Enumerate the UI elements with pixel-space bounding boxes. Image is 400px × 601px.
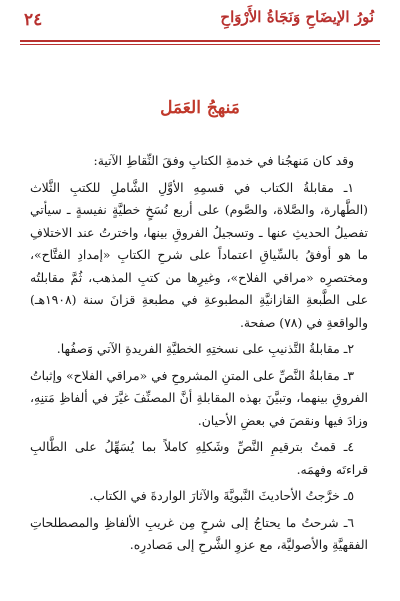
page-number: ٢٤ xyxy=(24,10,43,30)
header-rule-thin xyxy=(20,44,380,45)
running-title: نُورُ الإيضَاحِ وَنَجَاةُ الأَرْوَاحِ xyxy=(220,8,374,26)
method-item-4: ٤ـ قمتُ بترقيمِ النَّصِّ وشَكلِهِ كاملاً بما يُسَهِّلُ على الطَّالبِ قراءتَه وفهمَه. xyxy=(30,439,368,477)
method-item-5: ٥ـ خرَّجتُ الأحاديثَ النَّبويَّةَ والآثارَ الواردةَ في الكتاب. xyxy=(89,488,354,503)
intro-paragraph: وقد كان مَنهجُنا في خدمةِ الكتابِ وفقَ النِّقاطِ الآتية: xyxy=(93,153,354,168)
page-header xyxy=(22,6,378,42)
header-rule xyxy=(20,40,380,42)
section-title: مَنهجُ العَمَل xyxy=(160,98,240,118)
method-item-6: ٦ـ شرحتُ ما يحتاجُ إلى شرحٍ مِن غريبِ الألفاظِ والمصطلحاتِ الفقهيَّةِ والأصوليَّة، مع عزوِ الشَّرحِ إلى مَصادرِه. xyxy=(30,514,368,552)
method-item-2: ٢ـ مقابلةُ التَّذنيبِ على نسختِهِ الخطيَّةِ الفريدةِ الآتي وَصفُها. xyxy=(56,341,354,356)
method-item-3: ٣ـ مقابلةُ النَّصِّ على المتنِ المشروحِ في «مراقي الفلاح» وإثباتُ الفروقِ بينهما، وتبيَّنَ بهذه المقابلةِ أنَّ المصنِّفَ غيَّرَ في ألفاظِ مَتنِهِ، وزادَ فيها ونقصَ في بعضِ الأحيان. xyxy=(30,367,368,428)
body-text xyxy=(30,150,368,561)
method-item-1: ١ـ مقابلةُ الكتاب في قسمِهِ الأوَّلِ الشَّاملِ للكتبِ الثَّلاث (الطَّهارة، والصَّلاة، والصَّوم) على أربع نُسَخٍ خطيَّةٍ نفيسةٍ ـ سيأتي تفصيلُ الحديثِ عنها ـ وتسجيلُ الفروقِ بينها، واخترتُ عند الاختلافِ ما هو أوفقُ بالسِّياقِ اعتماداً على شرحِ الكتابِ «إمدادِ الفتَّاح»، ومختصرِه «مراقي الفلاح»، وغيرِها من كتبِ المذهب، ثُمَّ مقابلتُه على الطَّبعةِ القازانيَّةِ المطبوعةِ في مطبعةِ قزانَ سنة (١٩٠٨هـ) والواقعةِ في (٧٨) صفحة. xyxy=(30,179,368,330)
